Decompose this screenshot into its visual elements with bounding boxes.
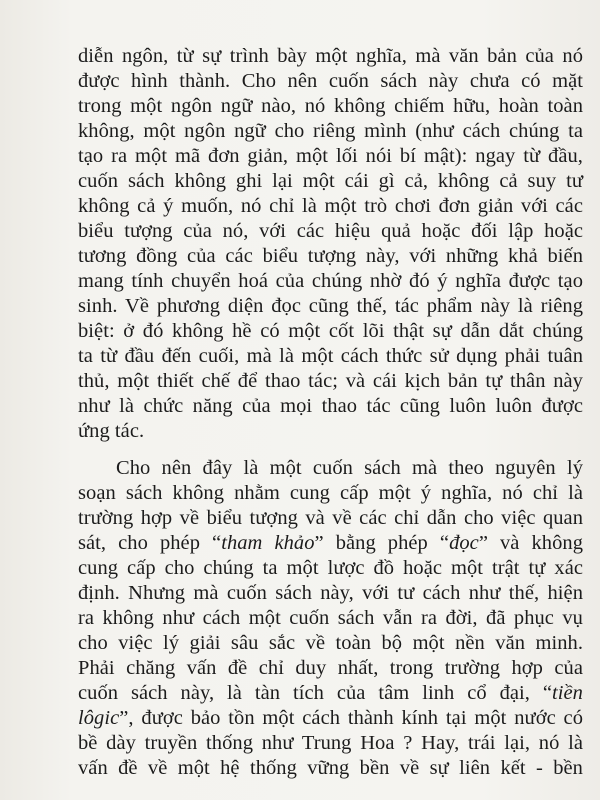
text-line: thủ, một thiết chế để thao tác; và cái kịch bản tự thân này (78, 370, 583, 392)
text-line: Phải chăng vấn đề chỉ duy nhất, trong trường hợp của (78, 657, 583, 679)
text-line: không cả ý muốn, nó chỉ là một trò chơi đơn giản với các (78, 195, 583, 217)
text-line: soạn sách không nhằm cung cấp một ý nghĩa, nó chỉ là (78, 482, 583, 504)
text-line: định. Nhưng mà cuốn sách này, với tư cách như thế, hiện (78, 582, 583, 604)
text-line: vấn đề về một hệ thống vững bền về sự liên kết - bền (78, 757, 583, 779)
text-line: ra không như cách một cuốn sách vẫn ra đời, đã phục vụ (78, 607, 583, 629)
text-line: diễn ngôn, từ sự trình bày một nghĩa, mà văn bản của nó (78, 45, 583, 67)
text-line: bề dày truyền thống như Trung Hoa ? Hay, trái lại, nó là (78, 732, 583, 754)
text-line: trong một ngôn ngữ nào, nó không chiếm hữu, hoàn toàn (78, 95, 583, 117)
text-line-indented (78, 456, 583, 481)
text-line: như là chức năng của mọi thao tác cũng luôn luôn được (78, 395, 583, 417)
text-line-content: Cho nên đây là một cuốn sách mà theo nguyên lý (116, 457, 583, 479)
text-line: được hình thành. Cho nên cuốn sách này chưa có mặt (78, 70, 583, 92)
text-line: trường hợp về biểu tượng và về các chỉ dẫn cho việc quan (78, 507, 583, 529)
text-line: cuốn sách không ghi lại một cái gì cả, không cả suy tư (78, 170, 583, 192)
text-line-italic: cuốn sách này, là tàn tích của tâm linh cổ đại, “tiền (78, 682, 583, 704)
text-line: cho việc lý giải sâu sắc về toàn bộ một nền văn minh. (78, 632, 583, 654)
text-line: tương đồng của các biểu tượng này, với những khả biến (78, 245, 583, 267)
text-line: ứng tác. (78, 420, 145, 442)
text-line: sinh. Về phương diện đọc cũng thế, tác phẩm này là riêng (78, 295, 583, 317)
text-line: biểu tượng của nó, với các hiệu quả hoặc đối lập hoặc (78, 220, 583, 242)
text-line: ta từ đầu đến cuối, mà là một cách thức sử dụng phải tuân (78, 345, 583, 367)
text-line-italic: sát, cho phép “tham khảo” bằng phép “đọc” và không (78, 532, 584, 554)
paragraph-2 (78, 456, 583, 781)
body-text (78, 44, 583, 781)
paragraph-1 (78, 44, 583, 444)
text-line: mang tính chuyển hoá của chúng nhờ đó ý nghĩa được tạo (78, 270, 583, 292)
text-line: tạo ra một mã đơn giản, một lối nói bí mật): ngay từ đầu, (78, 145, 583, 167)
text-line: biệt: ở đó không hề có một cốt lõi thật sự dẫn dắt chúng (78, 320, 583, 342)
text-line-italic: lôgic”, được bảo tồn một cách thành kính tại một nước có (78, 707, 583, 729)
text-line: cung cấp cho chúng ta một lược đồ hoặc một trật tự xác (78, 557, 583, 579)
text-line: không, một ngôn ngữ cho riêng mình (như cách chúng ta (78, 120, 583, 142)
